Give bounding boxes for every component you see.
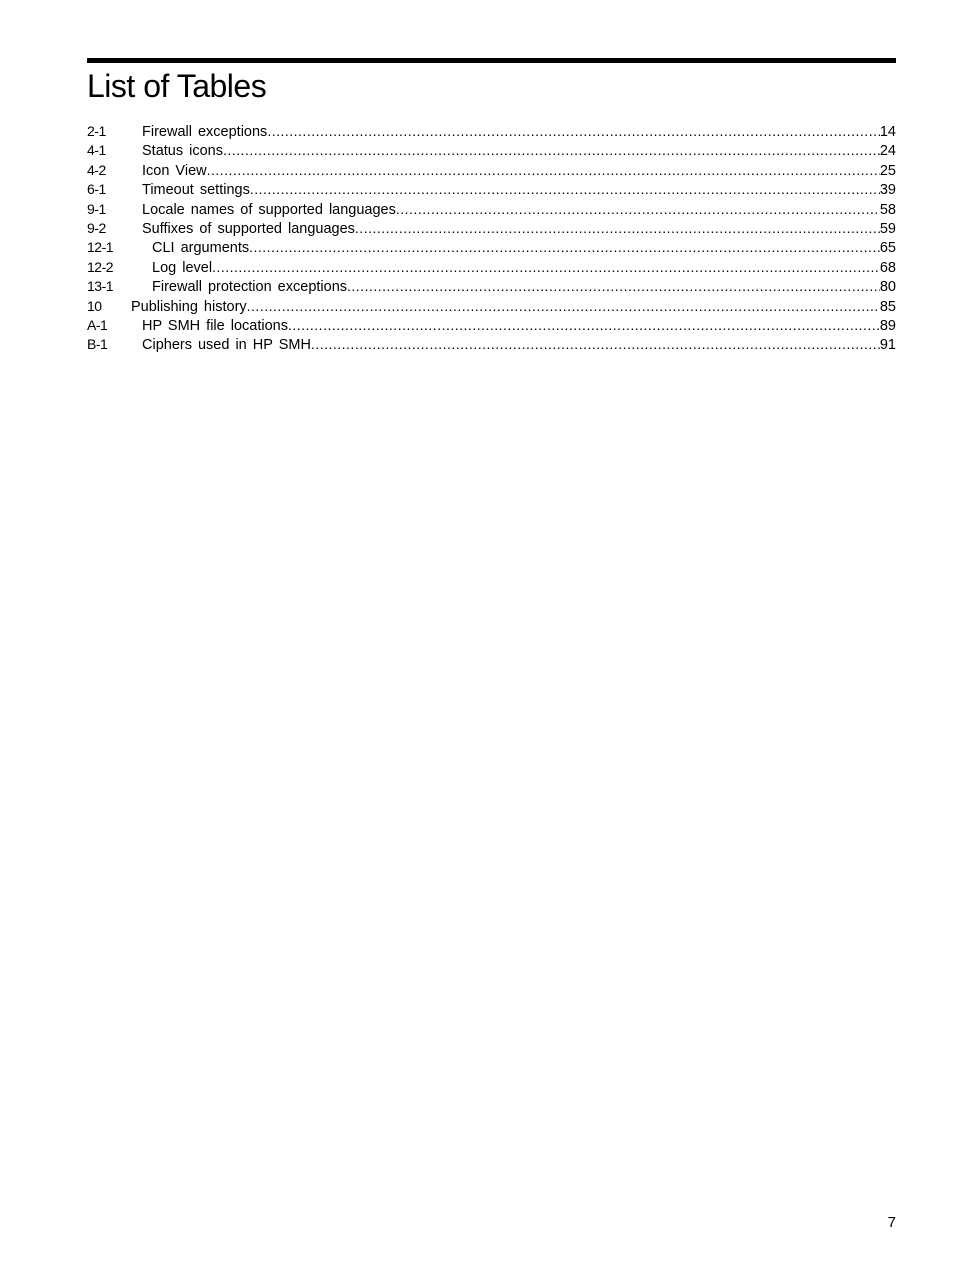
top-rule [87,58,896,63]
page-ref: 85 [879,298,896,315]
dot-leader [223,141,880,160]
toc-entry[interactable] [87,122,896,141]
table-title: Log level [152,259,213,276]
toc-entry[interactable] [87,258,896,277]
toc-entry[interactable] [87,200,896,219]
page-ref: 80 [879,279,896,296]
table-title: Locale names of supported languages [142,201,396,218]
dot-leader [267,122,880,141]
table-number: B-1 [87,336,108,353]
table-title: CLI arguments [152,240,250,257]
dot-leader [247,297,880,316]
page-ref: 65 [879,240,896,257]
table-number: 4-2 [87,161,106,178]
dot-leader [396,200,880,219]
toc-entry[interactable] [87,238,896,257]
table-title: Ciphers used in HP SMH [142,337,311,354]
table-number: 9-2 [87,219,106,236]
toc-entry[interactable] [87,161,896,180]
dot-leader [207,161,880,180]
table-title: Publishing history [131,298,247,315]
dot-leader [250,180,880,199]
table-title: HP SMH file locations [142,317,288,334]
page-ref: 59 [879,220,896,237]
page-ref: 68 [879,259,896,276]
page-ref: 25 [879,162,896,179]
toc-entry[interactable] [87,141,896,160]
toc-entry[interactable] [87,219,896,238]
table-number: 4-1 [87,142,106,159]
table-number: 2-1 [87,123,106,139]
table-title: Firewall exceptions [142,124,268,140]
page-ref: 89 [879,317,896,334]
page-ref: 58 [879,201,896,218]
toc-entry[interactable] [87,316,896,335]
table-number: 12-1 [87,239,114,256]
table-number: 13-1 [87,278,114,295]
toc-entry[interactable] [87,277,896,296]
page-ref: 14 [879,124,896,140]
dot-leader [355,219,880,238]
page-ref: 39 [879,182,896,199]
page-ref: 91 [879,337,896,354]
toc-entry[interactable] [87,180,896,199]
dot-leader [347,277,880,296]
table-number: A-1 [87,316,108,333]
table-number: 9-1 [87,200,106,217]
table-number: 12-2 [87,258,114,275]
dot-leader [311,335,880,354]
table-title: Timeout settings [142,182,250,199]
table-title: Firewall protection exceptions [152,279,348,296]
table-number: 6-1 [87,181,106,198]
dot-leader [249,238,880,257]
page-number: 7 [887,1214,896,1231]
table-title: Status icons [142,143,223,160]
dot-leader [212,258,880,277]
table-number: 10 [87,297,102,314]
dot-leader [288,316,880,335]
page-ref: 24 [879,143,896,160]
toc-entry[interactable] [87,335,896,354]
page-title: List of Tables [87,68,267,104]
toc-entry[interactable] [87,297,896,316]
table-title: Icon View [142,162,207,179]
table-list [87,122,896,355]
table-title: Suffixes of supported languages [142,220,355,237]
